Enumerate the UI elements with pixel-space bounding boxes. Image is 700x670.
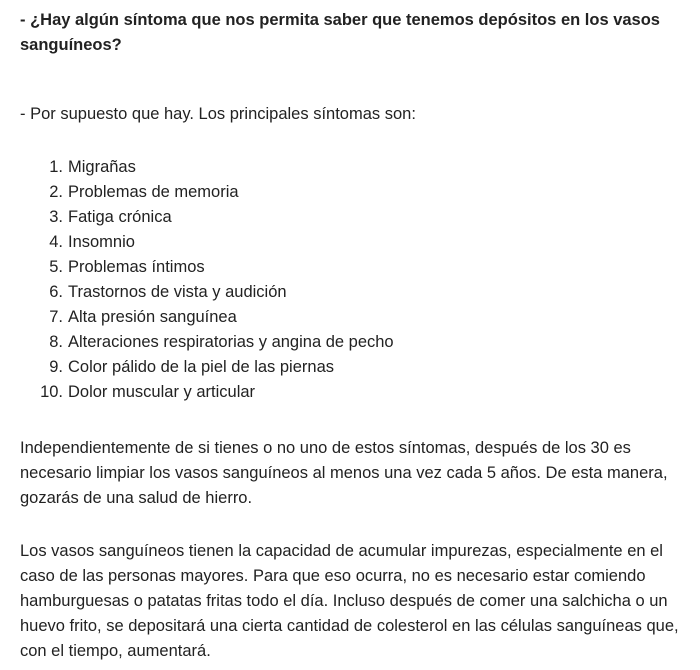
list-item-number: 8. xyxy=(49,333,63,351)
list-item-text: Dolor muscular y articular xyxy=(68,383,256,401)
list-item xyxy=(20,355,680,380)
paragraph-explanation: Los vasos sanguíneos tienen la capacidad de acumular impurezas, especialmente en el caso de las personas mayores. Para que eso ocurra, no es necesario estar comiendo hamburguesas o patatas fritas todo el día. Incluso después de comer una salchicha o un huevo frito, se depositará una cierta cantidad de colesterol en las células sanguíneas que, con el tiempo, aumentará. xyxy=(20,542,679,660)
list-item-text: Alta presión sanguínea xyxy=(68,308,237,326)
list-item xyxy=(20,205,680,230)
list-item xyxy=(20,155,680,180)
paragraph-advice: Independientemente de si tienes o no uno de estos síntomas, después de los 30 es necesario limpiar los vasos sanguíneos al menos una vez cada 5 años. De esta manera, gozarás de una salud de hierro. xyxy=(20,439,668,507)
list-item-number: 2. xyxy=(49,183,63,201)
list-item-number: 9. xyxy=(49,358,63,376)
list-item-text: Trastornos de vista y audición xyxy=(68,283,287,301)
list-item xyxy=(20,280,680,305)
list-item-number: 1. xyxy=(49,158,63,176)
list-item-text: Color pálido de la piel de las piernas xyxy=(68,358,334,376)
list-item-number: 10. xyxy=(40,383,63,401)
list-item xyxy=(20,230,680,255)
list-item-text: Problemas íntimos xyxy=(68,258,205,276)
question-heading: - ¿Hay algún síntoma que nos permita saber que tenemos depósitos en los vasos sanguíneos? xyxy=(20,11,660,54)
list-item-text: Insomnio xyxy=(68,233,135,251)
list-item xyxy=(20,380,680,405)
answer-intro: - Por supuesto que hay. Los principales síntomas son: xyxy=(20,105,416,123)
list-item-number: 6. xyxy=(49,283,63,301)
list-item-number: 7. xyxy=(49,308,63,326)
list-item-number: 5. xyxy=(49,258,63,276)
list-item-text: Alteraciones respiratorias y angina de pecho xyxy=(68,333,394,351)
list-item xyxy=(20,255,680,280)
symptoms-list xyxy=(20,155,680,405)
list-item-number: 4. xyxy=(49,233,63,251)
list-item-text: Migrañas xyxy=(68,158,136,176)
list-item xyxy=(20,305,680,330)
list-item-text: Problemas de memoria xyxy=(68,183,239,201)
list-item xyxy=(20,180,680,205)
list-item xyxy=(20,330,680,355)
list-item-text: Fatiga crónica xyxy=(68,208,172,226)
list-item-number: 3. xyxy=(49,208,63,226)
